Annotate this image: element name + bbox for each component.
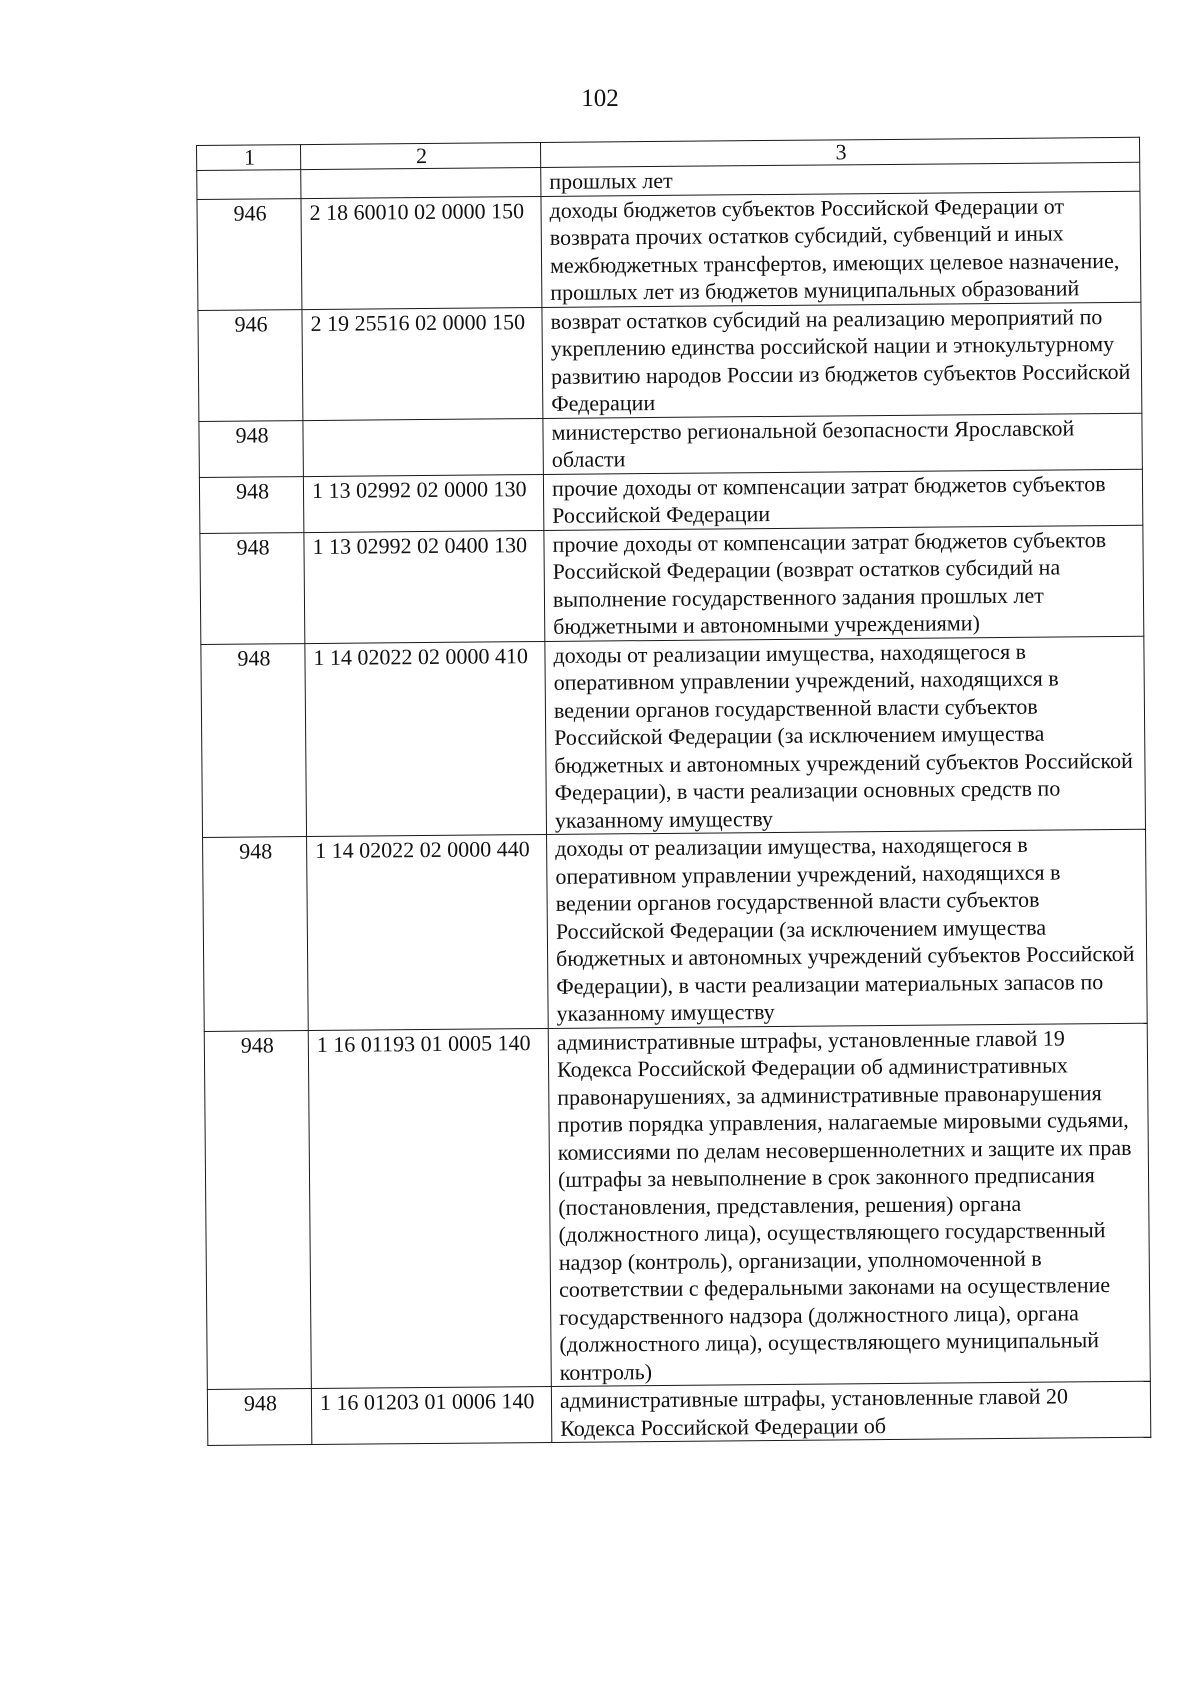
header-cell-1: 1 [197,145,301,171]
revenue-code-cell: 1 14 02022 02 0000 440 [307,834,549,1030]
revenue-code-cell: 1 16 01203 01 0006 140 [311,1386,551,1444]
revenue-code-cell: 1 14 02022 02 0000 410 [305,641,547,837]
table-row [203,829,1148,1031]
table-row [197,191,1141,310]
revenue-name-cell: административные штрафы, установленные главой 19 Кодекса Российской Федерации об административных правонарушениях, за административные правонарушения против порядка управления, налагаемые мировыми судьями, комиссиями по делам несовершеннолетних и защите их прав (штрафы за невыполнение в срок законного предписания (постановления, представления, решения) органа (должностного лица), осуществляющего государственный надзор (контроль), организации, уполномоченной в соответствии с федеральными законами на осуществление государственного надзора (должностного лица), органа (должностного лица), осуществляющего муниципальный контроль) [548,1023,1150,1387]
budget-revenue-table [196,137,1151,1446]
admin-code-cell: 948 [204,1030,311,1389]
table-row [204,1023,1150,1390]
revenue-code-cell: 2 19 25516 02 0000 150 [302,307,543,420]
table-row [198,302,1142,421]
table-row [200,525,1144,644]
admin-code-cell: 948 [203,837,309,1031]
revenue-name-cell: доходы бюджетов субъектов Российской Федерации от возврата прочих остатков субсидий, субвенций и иных межбюджетных трансфертов, имеющих целевое назначение, прошлых лет из бюджетов муниципальных образований [541,191,1141,307]
admin-code-cell: 948 [199,476,303,533]
revenue-name-cell: министерство региональной безопасности Ярославской области [543,413,1142,474]
revenue-code-cell [301,167,541,198]
admin-code-cell: 948 [200,532,305,644]
revenue-name-cell: возврат остатков субсидий на реализацию мероприятий по укреплению единства российской нации и этнокультурному развитию народов России из бюджетов субъектов Российской Федерации [542,302,1142,418]
header-cell-2: 2 [301,142,541,169]
header-cell-3: 3 [540,137,1139,167]
admin-code-cell: 948 [199,420,303,477]
revenue-name-cell: доходы от реализации имущества, находящегося в оперативном управлении учреждений, находящихся в ведении органов государственной власти субъектов Российской Федерации (за исключением имущества бюджетных и автономных учреждений субъектов Российской Федерации), в части реализации основных средств по указанному имуществу [545,636,1146,835]
page-number: 102 [581,85,619,112]
revenue-name-cell: административные штрафы, установленные главой 20 Кодекса Российской Федерации об [551,1381,1150,1442]
admin-code-cell: 946 [197,198,302,310]
revenue-code-cell [303,418,543,476]
revenue-name-cell: прочие доходы от компенсации затрат бюджетов субъектов Российской Федерации [543,469,1142,530]
table-row [199,469,1142,533]
revenue-code-cell: 2 18 60010 02 0000 150 [301,196,542,309]
revenue-name-cell: доходы от реализации имущества, находящегося в оперативном управлении учреждений, находящихся в ведении органов государственной власти субъектов Российской Федерации (за исключением имущества бюджетных и автономных учреждений субъектов Российской Федерации), в части реализации материальных запасов по указанному имуществу [547,829,1148,1028]
revenue-name-cell: прочие доходы от компенсации затрат бюджетов субъектов Российской Федерации (возврат остатков субсидий на выполнение государственного задания прошлых лет бюджетными и автономными учреждениями) [544,525,1144,641]
table-row [207,1381,1150,1445]
admin-code-cell: 948 [201,643,307,837]
table-row [199,413,1142,477]
admin-code-cell: 946 [198,309,303,421]
revenue-name-cell: прошлых лет [541,162,1140,196]
revenue-code-cell: 1 16 01193 01 0005 140 [308,1028,551,1389]
revenue-code-cell: 1 13 02992 02 0400 130 [304,530,545,643]
admin-code-cell: 948 [207,1389,311,1446]
admin-code-cell [197,170,301,199]
table-row [201,636,1146,838]
revenue-code-cell: 1 13 02992 02 0000 130 [303,474,543,532]
